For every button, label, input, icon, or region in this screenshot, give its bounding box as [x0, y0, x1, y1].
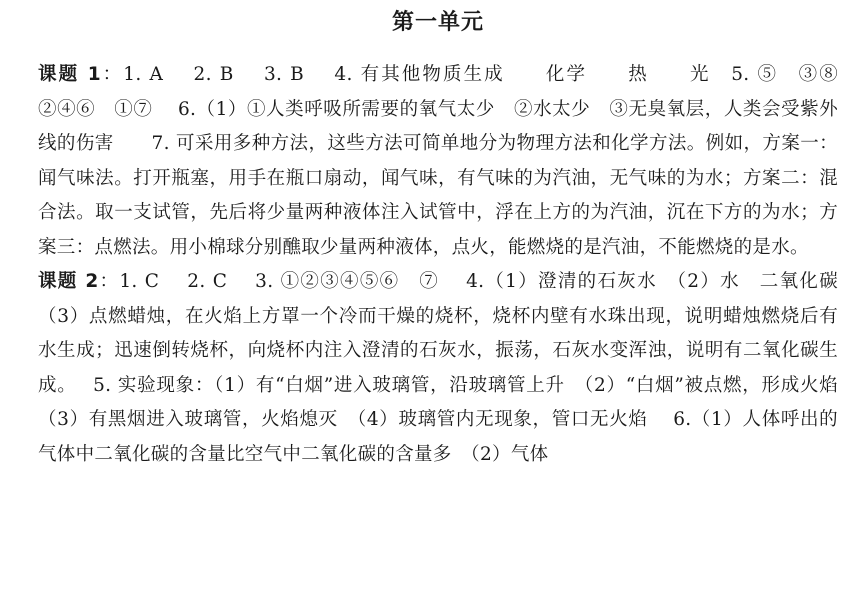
lesson-2-label: 课题 2 [38, 271, 99, 292]
page-title: 第一单元 [391, 10, 484, 35]
lesson-2-answers [38, 265, 857, 472]
lesson-1-text: ：1. A 2. B 3. B 4. 有其他物质生成 化学 热 光 5. ⑤ ③⑧ ②④⑥ ①⑦ 6.（1）①人类呼吸所需要的氧气太少 ②水太少 ③无臭氧层，人类会受紫外线的伤害 7. 可采用多种方法，这些方法可简单地分为物理方法和化学方法。例如，方案一：闻气味法。打开瓶塞，用手在瓶口扇动，闻气味，有气味的为汽油，无气味的为水；方案二：混合法。取一支试管，先后将少量两种液体注入试管中，浮在上方的为汽油，沉在下方的为水；方案三：点燃法。用小棉球分别醮取少量两种液体，点火，能燃烧的是汽油，不能燃烧的是水。 [38, 64, 857, 258]
lesson-2-text: ：1. C 2. C 3. ①②③④⑤⑥ ⑦ 4.（1）澄清的石灰水 （2）水 二氧化碳 （3）点燃蜡烛，在火焰上方罩一个冷而干燥的烧杯，烧杯内壁有水珠出现，说明蜡烛燃烧后有水生成；迅速倒转烧杯，向烧杯内注入澄清的石灰水，振荡，石灰水变浑浊，说明有二氧化碳生成。 5. 实验现象：（1）有“白烟”进入玻璃管，沿玻璃管上升 （2）“白烟”被点燃，形成火焰 （3）有黑烟进入玻璃管，火焰熄灭 （4）玻璃管内无现象，管口无火焰 6.（1）人体呼出的气体中二氧化碳的含量比空气中二氧化碳的含量多 （2）气体 [38, 271, 857, 465]
lesson-1-label: 课题 1 [38, 64, 101, 85]
lesson-1-answers [38, 58, 857, 265]
answer-page [38, 8, 857, 472]
